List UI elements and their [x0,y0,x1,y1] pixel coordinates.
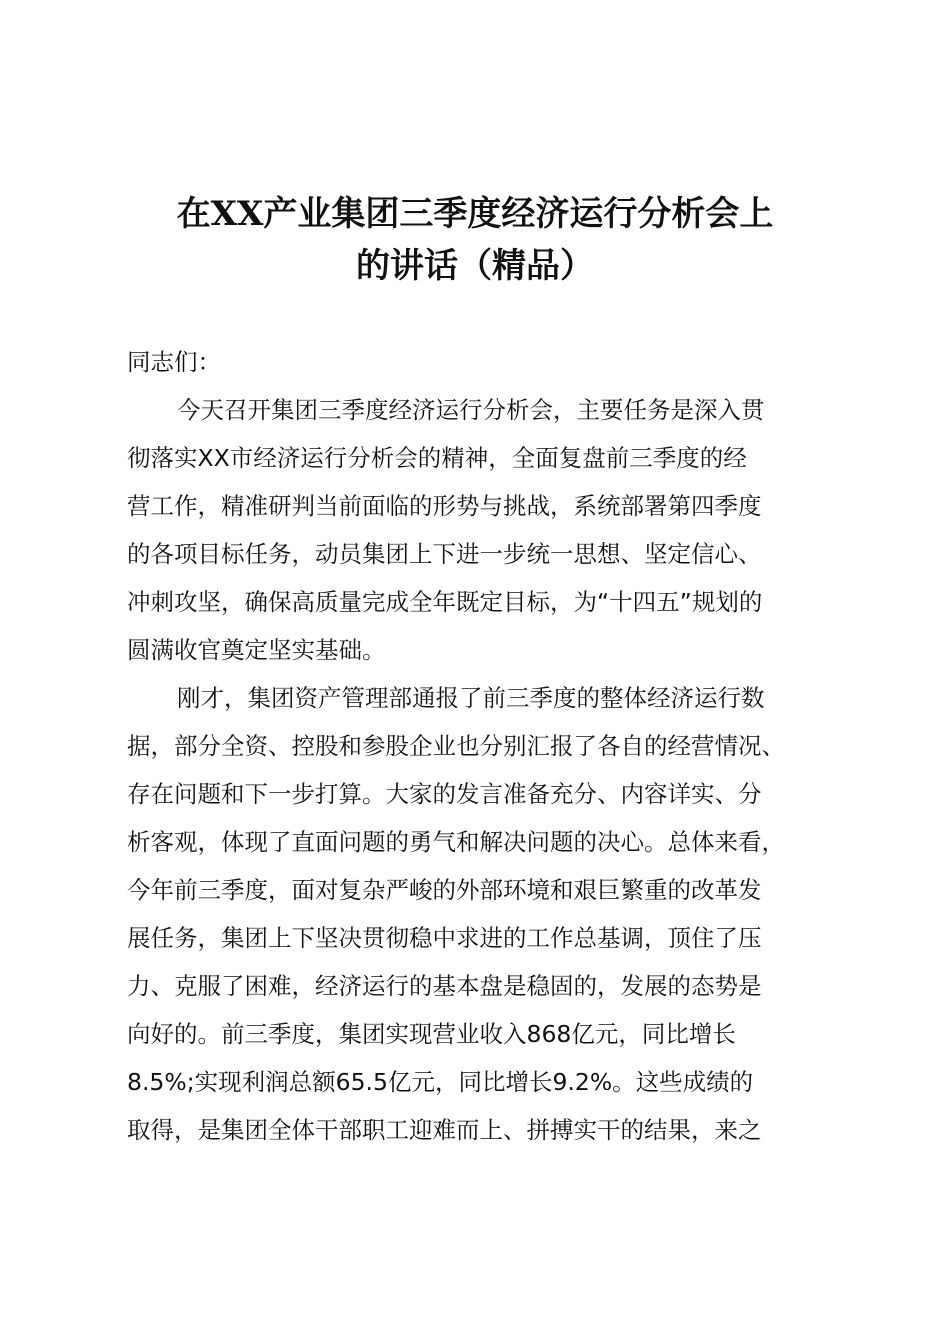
paragraph-1 [127,386,827,674]
paragraph-line: 的各项目标任务，动员集团上下进一步统一思想、坚定信心、 [127,540,762,568]
paragraph-line: 存在问题和下一步打算。大家的发言准备充分、内容详实、分 [127,780,762,808]
paragraph-line: 展任务，集团上下坚决贯彻稳中求进的工作总基调，顶住了压 [127,924,762,952]
paragraph-line: 营工作，精准研判当前面临的形势与挑战，系统部署第四季度 [127,492,762,520]
paragraph-line: 刚才，集团资产管理部通报了前三季度的整体经济运行数 [177,684,765,712]
paragraph-line: 力、克服了困难，经济运行的基本盘是稳固的，发展的态势是 [127,972,762,1000]
paragraph-line: 彻落实XX市经济运行分析会的精神，全面复盘前三季度的经 [127,444,747,472]
paragraph-line: 圆满收官奠定坚实基础。 [127,636,386,664]
paragraph-line: 取得，是集团全体干部职工迎难而上、拼搏实干的结果，来之 [127,1116,762,1144]
paragraph-line: 今年前三季度，面对复杂严峻的外部环境和艰巨繁重的改革发 [127,876,762,904]
document-title [100,188,850,292]
paragraph-line: 冲刺攻坚，确保高质量完成全年既定目标，为“十四五”规划的 [127,588,763,616]
title-line-1: 在XX产业集团三季度经济运行分析会上 [176,194,774,234]
title-line-2: 的讲话（精品） [356,246,594,286]
paragraph-line: 据，部分全资、控股和参股企业也分别汇报了各自的经营情况、 [127,732,785,760]
paragraph-2 [127,674,827,1154]
salutation: 同志们： [127,348,221,376]
paragraph-line: 析客观，体现了直面问题的勇气和解决问题的决心。总体来看， [127,828,785,856]
paragraph-line: 8.5%;实现利润总额65.5亿元，同比增长9.2%。这些成绩的 [127,1068,754,1096]
paragraph-line: 向好的。前三季度，集团实现营业收入868亿元，同比增长 [127,1020,736,1048]
paragraph-line: 今天召开集团三季度经济运行分析会，主要任务是深入贯 [177,396,765,424]
document-body [127,338,827,1154]
